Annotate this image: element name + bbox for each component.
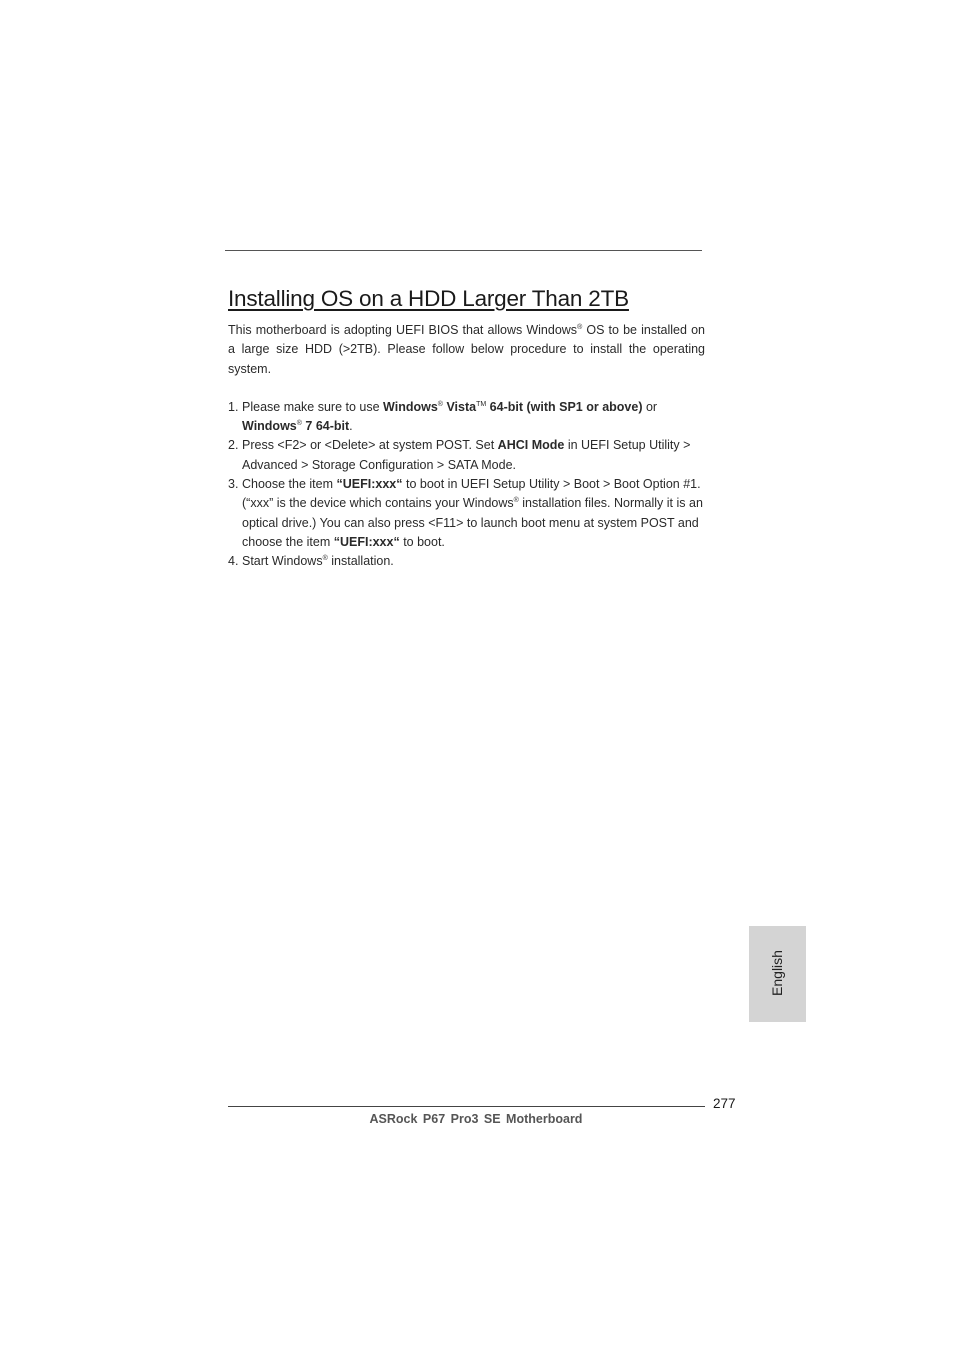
step-3-bold-uefi: “UEFI:xxx“ — [336, 477, 403, 492]
step-1-bold-vista: Vista — [442, 399, 477, 414]
step-2-text-c: in UEFI Setup Utility > Advanced > Storage Configuration > SATA Mode. — [242, 438, 691, 472]
body-content — [228, 321, 705, 572]
intro-text-1: This motherboard is adopting UEFI BIOS that allows Windows — [228, 323, 578, 337]
step-4-text-a: Start Windows — [242, 554, 323, 569]
step-3-text-d: installation files. Normally it is an optical drive.) You can also press <F11> to launch boot menu at system POST and choose the item — [242, 496, 703, 549]
page-number: 277 — [713, 1096, 736, 1111]
top-divider — [225, 250, 702, 251]
intro-text-2: OS to be installed on a large size HDD (>2TB). Please follow below procedure to install the operating system. — [228, 323, 705, 376]
registered-mark: ® — [322, 555, 328, 563]
step-1-bold-64bit: 64-bit (with SP1 or above) — [486, 399, 643, 414]
procedure-list — [228, 398, 705, 572]
step-text — [242, 398, 705, 437]
step-2 — [228, 436, 705, 475]
page-title: Installing OS on a HDD Larger Than 2TB — [228, 286, 629, 311]
step-1-text-a: Please make sure to use — [242, 399, 384, 414]
registered-mark: ® — [577, 324, 583, 331]
step-1-text-c: or — [642, 399, 658, 414]
step-2-bold-ahci: AHCI Mode — [497, 438, 565, 453]
step-1-bold-windows: Windows — [383, 399, 438, 414]
language-label: English — [769, 950, 785, 996]
step-3-text-c: to boot in UEFI Setup Utility > Boot > Boot Option #1. (“xxx” is the device which contains your Windows — [242, 477, 701, 511]
trademark-mark: TM — [476, 400, 487, 408]
step-1 — [228, 398, 705, 437]
intro-paragraph — [228, 321, 705, 379]
step-text — [242, 552, 705, 571]
step-number: 1. — [228, 399, 239, 414]
registered-mark: ® — [437, 400, 443, 408]
footer-title: ASRock P67 Pro3 SE Motherboard — [369, 1112, 583, 1126]
step-1-text-d: . — [349, 419, 353, 434]
registered-mark: ® — [513, 497, 519, 505]
step-number: 4. — [228, 554, 239, 569]
step-3-text-e: to boot. — [399, 534, 445, 549]
step-1-bold-7-64bit: 7 64-bit — [301, 419, 350, 434]
step-3-text-a: Choose the item — [242, 477, 337, 492]
step-2-text-a: Press <F2> or <Delete> at system POST. Set — [242, 438, 498, 453]
step-number: 3. — [228, 477, 239, 492]
step-1-bold-windows7: Windows — [242, 419, 297, 434]
step-number: 2. — [228, 438, 239, 453]
step-3-bold-uefi-2: “UEFI:xxx“ — [333, 534, 400, 549]
step-4-text-b: installation. — [327, 554, 394, 569]
language-tab — [749, 926, 806, 1022]
bottom-divider — [228, 1106, 705, 1107]
step-text — [242, 475, 705, 552]
step-text — [242, 436, 705, 475]
registered-mark: ® — [296, 420, 302, 428]
step-4 — [228, 552, 705, 571]
step-3 — [228, 475, 705, 552]
